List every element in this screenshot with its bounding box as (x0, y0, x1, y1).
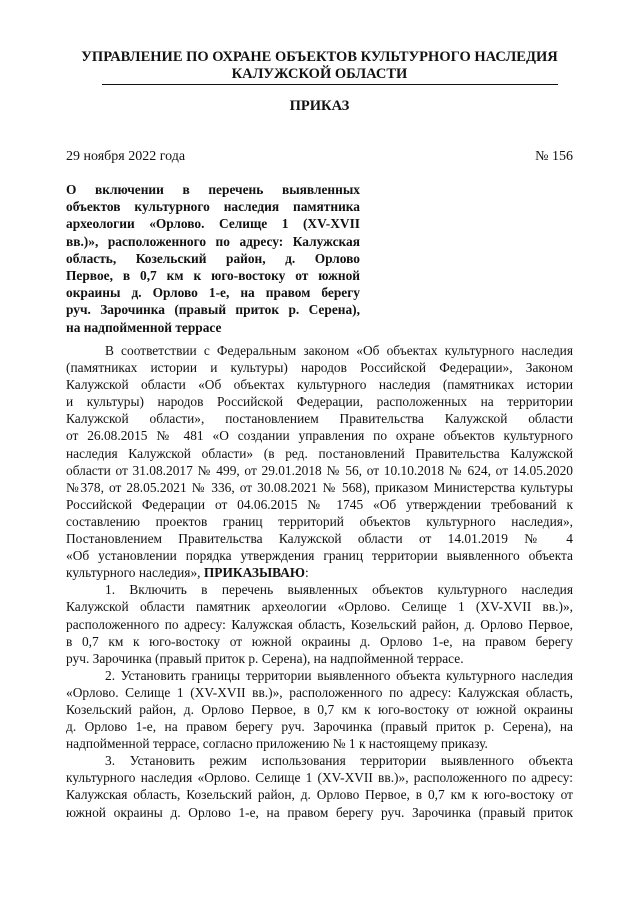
body-line: надпойменной террасе, согласно приложению № 1 к настоящему приказу. (66, 736, 488, 752)
body-line: составлению проектов границ территорий объектов культурного наследия», (66, 513, 573, 529)
body-line: культурного наследия «Орлово. Селище 1 (XV-XVII вв.)», расположенного по адресу: (66, 770, 573, 786)
body-line: д. Орлово 1-е, на правом берегу руч. Зарочинка (правый приток р. Серена), на (66, 719, 573, 735)
order-item-2 (66, 667, 573, 752)
order-item-3 (66, 752, 573, 820)
preamble-last-text: культурного наследия», (66, 565, 201, 581)
body-line: Постановлением Правительства Калужской области от 14.01.2019 № 4 (66, 531, 573, 547)
order-keyword-colon: : (304, 565, 309, 581)
subject-line: Первое, в 0,7 км к юго-востоку от южной (66, 268, 360, 284)
body-line: южной окраины д. Орлово 1-е, на правом берегу руч. Зарочинка (правый приток (66, 804, 573, 820)
body-line: в 0,7 км к юго-востоку от южной окраины д. Орлово 1-е, на правом берегу (66, 633, 573, 649)
header-underline (102, 84, 558, 85)
subject-line: объектов культурного наследия памятника (66, 199, 360, 215)
body-line: Калужской области памятник археологии «Орлово. Селище 1 (XV-XVII вв.)», (66, 599, 573, 615)
header-line-2: КАЛУЖСКОЙ ОБЛАСТИ (231, 66, 408, 82)
subject-line: на надпойменной террасе (66, 319, 222, 335)
subject-line: область, Козельский район, д. Орлово (66, 250, 360, 266)
order-body (66, 342, 573, 821)
subject-line: археологии «Орлово. Селище 1 (XV-XVII (66, 216, 360, 232)
body-line: Козельский район, д. Орлово Первое, в 0,7 км к юго-востоку от южной окраины (66, 701, 573, 717)
subject-line: О включении в перечень выявленных (66, 182, 360, 197)
body-line: 1. Включить в перечень выявленных объектов культурного наследия (105, 582, 573, 598)
body-line: №378, от 28.05.2021 № 336, от 30.08.2021 № 568), приказом Министерства культуры (66, 479, 573, 495)
order-number: № 156 (535, 149, 573, 164)
header-line-1: УПРАВЛЕНИЕ ПО ОХРАНЕ ОБЪЕКТОВ КУЛЬТУРНОГО НАСЛЕДИЯ (81, 49, 558, 65)
body-line: Калужская область, Козельский район, д. Орлово Первое, в 0,7 км к юго-востоку от (66, 787, 573, 803)
body-line: «Об установлении порядка утверждения границ территории выявленного объекта (66, 548, 573, 564)
body-line: и культуры) народов Российской Федерации, расположенных на территории (66, 394, 573, 410)
body-line: Калужской области «Об объектах культурного наследия (памятниках истории (66, 377, 573, 393)
body-line: 3. Установить режим использования территории выявленного объекта (105, 753, 573, 769)
body-line: руч. Зарочинка (правый приток р. Серена), на надпойменной террасе. (66, 650, 464, 666)
subject-line: окраины д. Орлово 1-е, на правом берегу (66, 285, 360, 301)
body-line: «Орлово. Селище 1 (XV-XVII вв.)», расположенного по адресу: Калужская область, (66, 684, 573, 700)
body-line: 2. Установить границы территории выявленного объекта культурного наследия (105, 667, 573, 683)
order-keyword: ПРИКАЗЫВАЮ (203, 565, 305, 581)
subject-line: руч. Зарочинка (правый приток р. Серена), (66, 302, 360, 318)
order-item-1 (66, 581, 573, 666)
body-line: от 26.08.2015 № 481 «О создании управления по охране объектов культурного (66, 428, 573, 444)
preamble-paragraph (66, 342, 573, 581)
order-date: 29 ноября 2022 года (66, 149, 186, 164)
body-line-final (66, 564, 573, 581)
order-subject (66, 181, 360, 336)
body-line: Российской Федерации от 04.06.2015 № 1745 «Об утверждении требований к (66, 496, 573, 512)
subject-line: вв.)», расположенного по адресу: Калужская (66, 233, 360, 249)
body-line: Калужской области», постановлением Правительства Калужской области (66, 411, 573, 427)
document-type-title: ПРИКАЗ (289, 98, 350, 114)
body-line: расположенного по адресу: Калужская область, Козельский район, д. Орлово Первое, (66, 616, 573, 632)
body-line: (памятниках истории и культуры) народов Российской Федерации», Законом (66, 360, 573, 376)
body-line: наследия Калужской области» (в ред. постановлений Правительства Калужской (66, 445, 573, 461)
body-line: области от 31.08.2017 № 499, от 29.01.2018 № 56, от 10.10.2018 № 624, от 14.05.2020 (66, 462, 573, 478)
body-line: В соответствии с Федеральным законом «Об объектах культурного наследия (105, 343, 573, 358)
